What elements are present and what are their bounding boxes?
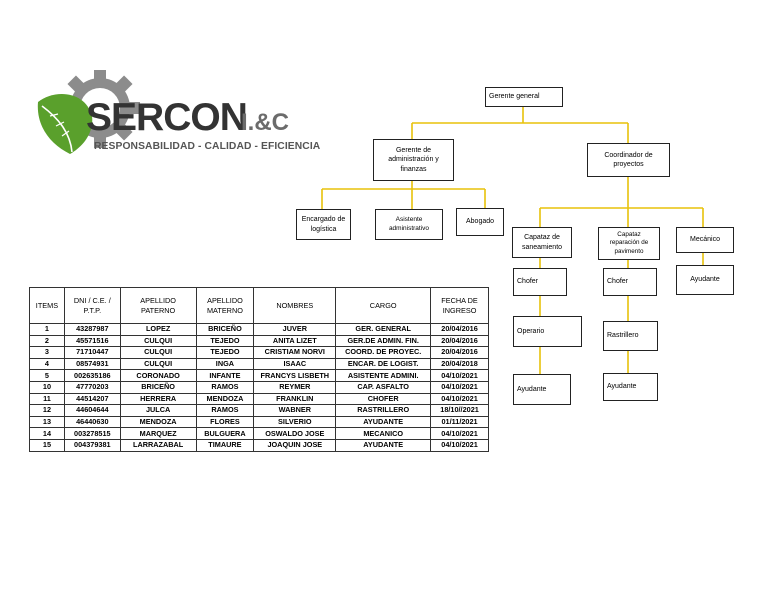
table-row	[30, 347, 489, 359]
item-cell: 13	[30, 416, 65, 428]
maternal-surname-cell: INGA	[196, 358, 254, 370]
header-start-date: FECHA DE INGRESO	[431, 288, 489, 324]
table-header-row	[30, 288, 489, 324]
dni-cell: 43287987	[64, 324, 120, 336]
dni-cell: 71710447	[64, 347, 120, 359]
item-cell: 15	[30, 439, 65, 451]
org-box-operator: Operario	[513, 316, 582, 347]
table-row	[30, 370, 489, 382]
dni-cell: 47770203	[64, 381, 120, 393]
position-cell: AYUDANTE	[336, 439, 431, 451]
item-cell: 1	[30, 324, 65, 336]
dni-cell: 08574931	[64, 358, 120, 370]
org-box-raker: Rastrillero	[603, 321, 658, 351]
item-cell: 12	[30, 405, 65, 417]
staff-table-body	[30, 324, 489, 452]
maternal-surname-cell: TEJEDO	[196, 335, 254, 347]
table-row	[30, 381, 489, 393]
start-date-cell: 04/10/2021	[431, 381, 489, 393]
start-date-cell: 18/10//2021	[431, 405, 489, 417]
paternal-surname-cell: CULQUI	[120, 358, 196, 370]
position-cell: ASISTENTE ADMINI.	[336, 370, 431, 382]
paternal-surname-cell: JULCA	[120, 405, 196, 417]
maternal-surname-cell: RAMOS	[196, 381, 254, 393]
brand-name: SERCON	[86, 96, 247, 139]
org-box-helper-1: Ayudante	[513, 374, 571, 405]
org-box-admin-assistant: Asistente administrativo	[375, 209, 443, 240]
table-row	[30, 324, 489, 336]
names-cell: REYMER	[254, 381, 336, 393]
maternal-surname-cell: RAMOS	[196, 405, 254, 417]
table-row	[30, 428, 489, 440]
position-cell: COORD. DE PROYEC.	[336, 347, 431, 359]
item-cell: 4	[30, 358, 65, 370]
table-row	[30, 405, 489, 417]
paternal-surname-cell: CORONADO	[120, 370, 196, 382]
org-box-mechanic: Mecánico	[676, 227, 734, 253]
dni-cell: 003278515	[64, 428, 120, 440]
header-items: ITEMS	[30, 288, 65, 324]
org-box-sanitation-foreman: Capataz de saneamiento	[512, 227, 572, 258]
table-row	[30, 416, 489, 428]
header-paternal-surname: APELLIDO PATERNO	[120, 288, 196, 324]
names-cell: OSWALDO JOSE	[254, 428, 336, 440]
dni-cell: 002635186	[64, 370, 120, 382]
org-box-driver-1: Chofer	[513, 268, 567, 296]
start-date-cell: 04/10/2021	[431, 370, 489, 382]
names-cell: FRANCYS LISBETH	[254, 370, 336, 382]
names-cell: JOAQUIN JOSE	[254, 439, 336, 451]
names-cell: ISAAC	[254, 358, 336, 370]
header-names: NOMBRES	[254, 288, 336, 324]
start-date-cell: 20/04/2016	[431, 335, 489, 347]
brand-suffix: I.&C	[241, 109, 289, 136]
item-cell: 14	[30, 428, 65, 440]
position-cell: RASTRILLERO	[336, 405, 431, 417]
maternal-surname-cell: TIMAURE	[196, 439, 254, 451]
org-box-paving-foreman: Capataz reparación de pavimento	[598, 227, 660, 260]
item-cell: 11	[30, 393, 65, 405]
org-box-mechanic-helper: Ayudante	[676, 265, 734, 295]
start-date-cell: 20/04/2016	[431, 324, 489, 336]
names-cell: SILVERIO	[254, 416, 336, 428]
table-row	[30, 335, 489, 347]
org-box-project-coordinator: Coordinador de proyectos	[587, 143, 670, 177]
header-maternal-surname: APELLIDO MATERNO	[196, 288, 254, 324]
staff-table	[29, 287, 489, 452]
start-date-cell: 20/04/2016	[431, 347, 489, 359]
dni-cell: 44604644	[64, 405, 120, 417]
paternal-surname-cell: CULQUI	[120, 335, 196, 347]
paternal-surname-cell: MENDOZA	[120, 416, 196, 428]
paternal-surname-cell: MARQUEZ	[120, 428, 196, 440]
item-cell: 10	[30, 381, 65, 393]
maternal-surname-cell: MENDOZA	[196, 393, 254, 405]
start-date-cell: 20/04/2018	[431, 358, 489, 370]
start-date-cell: 01/11/2021	[431, 416, 489, 428]
dni-cell: 44514207	[64, 393, 120, 405]
start-date-cell: 04/10/2021	[431, 428, 489, 440]
paternal-surname-cell: HERRERA	[120, 393, 196, 405]
item-cell: 2	[30, 335, 65, 347]
names-cell: ANITA LIZET	[254, 335, 336, 347]
maternal-surname-cell: TEJEDO	[196, 347, 254, 359]
position-cell: AYUDANTE	[336, 416, 431, 428]
position-cell: CHOFER	[336, 393, 431, 405]
org-box-lawyer: Abogado	[456, 208, 504, 236]
dni-cell: 004379381	[64, 439, 120, 451]
names-cell: WABNER	[254, 405, 336, 417]
item-cell: 5	[30, 370, 65, 382]
paternal-surname-cell: LARRAZABAL	[120, 439, 196, 451]
names-cell: JUVER	[254, 324, 336, 336]
paternal-surname-cell: LOPEZ	[120, 324, 196, 336]
position-cell: ENCAR. DE LOGIST.	[336, 358, 431, 370]
org-box-driver-2: Chofer	[603, 268, 657, 296]
start-date-cell: 04/10/2021	[431, 439, 489, 451]
item-cell: 3	[30, 347, 65, 359]
position-cell: MECANICO	[336, 428, 431, 440]
position-cell: CAP. ASFALTO	[336, 381, 431, 393]
names-cell: CRISTIAM NORVI	[254, 347, 336, 359]
org-box-admin-manager: Gerente de administración y finanzas	[373, 139, 454, 181]
names-cell: FRANKLIN	[254, 393, 336, 405]
start-date-cell: 04/10/2021	[431, 393, 489, 405]
table-row	[30, 439, 489, 451]
dni-cell: 45571516	[64, 335, 120, 347]
org-box-logistics: Encargado de logística	[296, 209, 351, 240]
maternal-surname-cell: BRICEÑO	[196, 324, 254, 336]
table-row	[30, 393, 489, 405]
paternal-surname-cell: CULQUI	[120, 347, 196, 359]
paternal-surname-cell: BRICEÑO	[120, 381, 196, 393]
brand-tagline: RESPONSABILIDAD - CALIDAD - EFICIENCIA	[94, 141, 321, 152]
header-position: CARGO	[336, 288, 431, 324]
maternal-surname-cell: FLORES	[196, 416, 254, 428]
maternal-surname-cell: BULGUERA	[196, 428, 254, 440]
table-row	[30, 358, 489, 370]
maternal-surname-cell: INFANTE	[196, 370, 254, 382]
org-box-general-manager: Gerente general	[485, 87, 563, 107]
org-box-helper-2: Ayudante	[603, 373, 658, 401]
position-cell: GER. GENERAL	[336, 324, 431, 336]
dni-cell: 46440630	[64, 416, 120, 428]
header-dni: DNI / C.E. / P.T.P.	[64, 288, 120, 324]
position-cell: GER.DE ADMIN. FIN.	[336, 335, 431, 347]
